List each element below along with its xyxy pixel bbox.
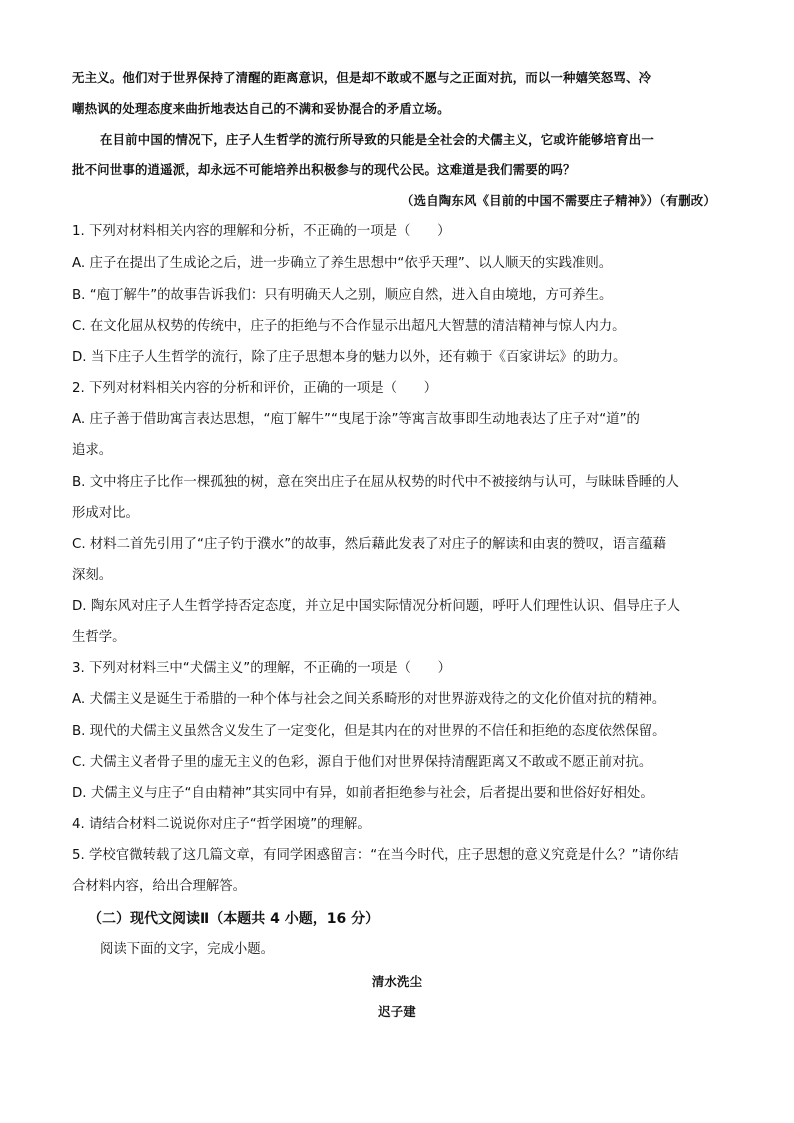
question-1-option-d: D. 当下庄子人生哲学的流行，除了庄子思想本身的魅力以外，还有赖于《百家讲坛》的助力。 — [72, 350, 627, 365]
question-3-option-b: B. 现代的犬儒主义虽然含义发生了一定变化，但是其内在的对世界的不信任和拒绝的态度依然保留。 — [72, 724, 666, 739]
question-1-option-b: B. “庖丁解牛”的故事告诉我们：只有明确天人之别，顺应自然，进入自由境地，方可养生。 — [72, 288, 613, 303]
passage-line-4: 批不问世事的逍遥派，却永远不可能培养出积极参与的现代公民。这难道是我们需要的吗？ — [72, 162, 576, 177]
passage-source: （选自陶东风《目前的中国不需要庄子精神》）（有删改） — [401, 193, 716, 208]
question-3-option-d: D. 犬儒主义与庄子“自由精神”其实同中有异，如前者拒绝参与社会，后者提出要和世俗好好相处。 — [72, 786, 654, 801]
question-4-stem: 4. 请结合材料二说说你对庄子“哲学困境”的理解。 — [72, 817, 371, 832]
story-author: 迟子建 — [378, 1004, 416, 1019]
question-5-stem-cont: 合材料内容，给出合理解答。 — [72, 879, 247, 894]
passage-line-2: 嘲热讽的处理态度来曲折地表达自己的不满和妥协混合的矛盾立场。 — [72, 101, 450, 116]
question-5-stem: 5. 学校官微转载了这几篇文章，有同学困惑留言：“在当今时代，庄子思想的意义究竟是什么？”请你结 — [72, 848, 679, 863]
question-2-option-d: D. 陶东风对庄子人生哲学持否定态度，并立足中国实际情况分析问题，呼吁人们理性认识、倡导庄子人 — [72, 599, 681, 614]
question-2-option-c-cont: 深刻。 — [72, 568, 113, 583]
question-2-option-a-cont: 追求。 — [72, 443, 113, 458]
question-3-option-c: C. 犬儒主义者骨子里的虚无主义的色彩，源自于他们对世界保持清醒距离又不敢或不愿正前对抗。 — [72, 755, 653, 770]
section-2-heading: （二）现代文阅读Ⅱ（本题共 4 小题，16 分） — [88, 911, 380, 927]
question-2-option-a: A. 庄子善于借助寓言表达思想，“庖丁解牛”“曳尾于涂”等寓言故事即生动地表达了庄子对“道”的 — [72, 412, 640, 427]
question-1-stem: 1. 下列对材料相关内容的理解和分析，不正确的一项是（ ） — [72, 224, 451, 239]
question-1-option-c: C. 在文化屈从权势的传统中，庄子的拒绝与不合作显示出超凡大智慧的清洁精神与惊人内力。 — [72, 319, 626, 334]
section-2-instruction: 阅读下面的文字，完成小题。 — [100, 942, 275, 957]
question-2-option-b-cont: 形成对比。 — [72, 506, 139, 521]
question-2-stem: 2. 下列对材料相关内容的分析和评价，正确的一项是（ ） — [72, 381, 438, 396]
passage-line-3: 在目前中国的情况下，庄子人生哲学的流行所导致的只能是全社会的犬儒主义，它或许能够培育出一 — [100, 132, 654, 147]
question-2-option-d-cont: 生哲学。 — [72, 630, 126, 645]
question-3-stem: 3. 下列对材料三中“犬儒主义”的理解，不正确的一项是（ ） — [72, 661, 452, 676]
question-2-option-b: B. 文中将庄子比作一棵孤独的树，意在突出庄子在屈从权势的时代中不被接纳与认可，与昧昧昏睡的人 — [72, 475, 679, 490]
question-3-option-a: A. 犬儒主义是诞生于希腊的一种个体与社会之间关系畸形的对世界游戏待之的文化价值对抗的精神。 — [72, 692, 666, 707]
passage-line-1: 无主义。他们对于世界保持了清醒的距离意识，但是却不敢或不愿与之正面对抗，而以一种嬉笑怒骂、冷 — [72, 70, 652, 85]
question-2-option-c: C. 材料二首先引用了“庄子钓于濮水”的故事，然后藉此发表了对庄子的解读和由衷的赞叹，语言蕴藉 — [72, 537, 667, 552]
story-title: 清水洗尘 — [371, 974, 423, 989]
question-1-option-a: A. 庄子在提出了生成论之后，进一步确立了养生思想中“依乎天理”、以人顺天的实践准则。 — [72, 256, 613, 271]
